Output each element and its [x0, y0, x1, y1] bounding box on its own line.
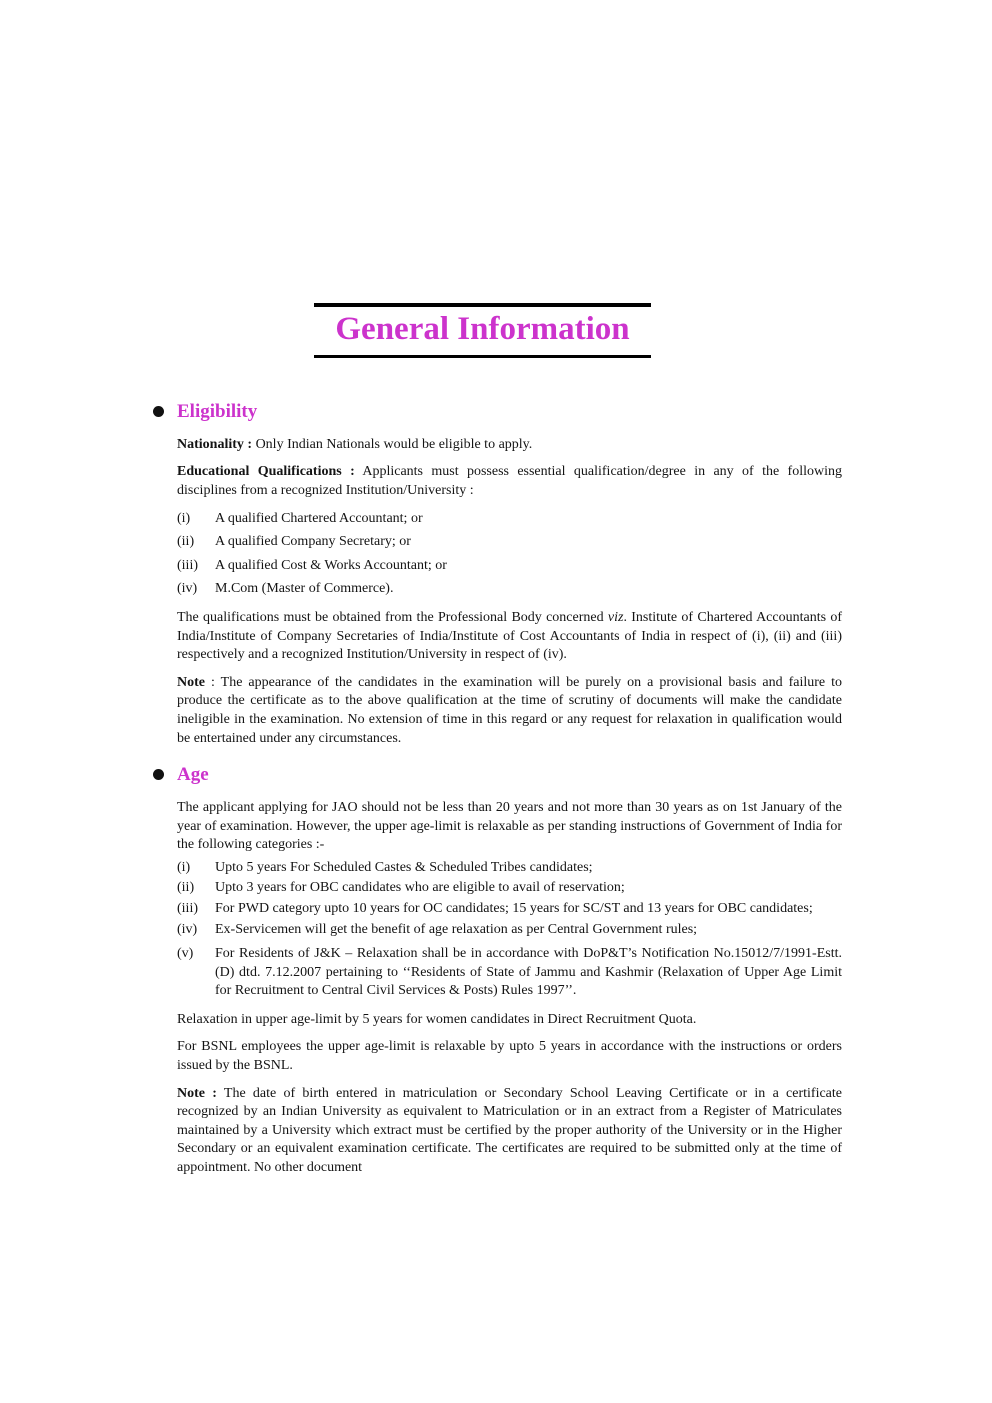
- list-item: [177, 557, 842, 576]
- note-text: The date of birth entered in matriculation or Secondary School Leaving Certificate or in a certificate recognized by an Indian University as equivalent to Matriculation or in an extract from a Register of Matriculates maintained by a University which extract must be certified by the proper authority of the University or in the Higher Secondary or an equivalent examination certificate. The certificates are required to be submitted only at the time of appointment. No other document: [177, 1085, 842, 1176]
- qualifications-text: Applicants must possess essential qualification/degree in any of the following disciplines from a recognized Institution/University :: [177, 464, 842, 498]
- section-eligibility: [177, 401, 842, 748]
- document-content: [177, 0, 842, 1187]
- age-relaxation-list: [177, 859, 842, 1001]
- qualifications-source-paragraph: [177, 609, 842, 665]
- section-heading-age: [177, 764, 842, 786]
- list-item: [177, 900, 842, 919]
- list-marker: (iii): [177, 557, 198, 573]
- nationality-text: Only Indian Nationals would be eligible to apply.: [252, 436, 533, 452]
- list-item-text: Upto 3 years for OBC candidates who are eligible to avail of reservation;: [215, 880, 625, 896]
- list-marker: (iv): [177, 581, 198, 597]
- nationality-label: Nationality :: [177, 436, 253, 452]
- list-marker: (v): [177, 946, 194, 962]
- list-item: [177, 945, 842, 1001]
- list-item-text: For Residents of J&K – Relaxation shall be in accordance with DoP&T’s Notification No.15012/7/1991-Estt.(D) dtd. 7.12.2007 pertaining to ‘‘Residents of State of Jammu and Kashmir (Relaxation of Upper Age Limit for Recruitment to Central Civil Services & Posts) Rules 1997’’.: [215, 946, 842, 999]
- eligibility-note-paragraph: [177, 674, 842, 748]
- list-item: [177, 921, 842, 940]
- list-item: [177, 533, 842, 552]
- qualifications-label: Educational Qualifications :: [177, 464, 355, 480]
- page-title: General Information: [335, 311, 630, 347]
- eligibility-heading-text: Eligibility: [177, 400, 258, 422]
- women-relaxation-paragraph: Relaxation in upper age-limit by 5 years for women candidates in Direct Recruitment Quota.: [177, 1011, 697, 1027]
- age-note-paragraph: [177, 1085, 842, 1178]
- source-text-pre: The qualifications must be obtained from the Professional Body concerned: [177, 609, 608, 625]
- section-heading-eligibility: [177, 401, 842, 423]
- list-item: [177, 510, 842, 529]
- list-item-text: M.Com (Master of Commerce).: [215, 581, 394, 597]
- list-item: [177, 580, 842, 599]
- list-item: [177, 859, 842, 878]
- section-age: [177, 764, 842, 1178]
- list-item-text: A qualified Company Secretary; or: [215, 534, 411, 550]
- list-marker: (ii): [177, 880, 195, 896]
- age-heading-text: Age: [177, 764, 209, 786]
- note-label: Note :: [177, 1085, 217, 1101]
- source-text-post: . Institute of Chartered Accountants of India/Institute of Company Secretaries of India/Institute of Cost Accountants of India in respect of (i), (ii) and (iii) respectively and a recognized Institution/University in respect of (iv).: [177, 609, 842, 663]
- list-item-text: Ex-Servicemen will get the benefit of age relaxation as per Central Government rules;: [215, 921, 698, 937]
- page-title-block: [314, 303, 651, 358]
- nationality-paragraph: [177, 436, 842, 455]
- source-text-italic: viz: [607, 609, 624, 625]
- list-item-text: Upto 5 years For Scheduled Castes & Scheduled Tribes candidates;: [215, 859, 593, 875]
- list-item-text: For PWD category upto 10 years for OC candidates; 15 years for SC/ST and 13 years for OBC candidates;: [215, 900, 813, 916]
- note-label: Note: [177, 674, 205, 690]
- qualifications-list: [177, 510, 842, 599]
- list-marker: (iv): [177, 921, 198, 937]
- bullet-icon: [153, 769, 164, 780]
- list-marker: (i): [177, 859, 191, 875]
- list-marker: (ii): [177, 534, 195, 550]
- list-marker: (i): [177, 510, 191, 526]
- list-item-text: A qualified Cost & Works Accountant; or: [215, 557, 447, 573]
- bullet-icon: [153, 406, 164, 417]
- list-item: [177, 879, 842, 898]
- qualifications-paragraph: [177, 463, 842, 500]
- age-intro-paragraph: The applicant applying for JAO should not be less than 20 years and not more than 30 years as on 1st January of the year of examination. However, the upper age-limit is relaxable as per standing instructions of Government of India for the following categories :-: [177, 799, 842, 853]
- list-marker: (iii): [177, 900, 198, 916]
- bsnl-relaxation-paragraph: For BSNL employees the upper age-limit is relaxable by upto 5 years in accordance with the instructions or orders issued by the BSNL.: [177, 1039, 842, 1074]
- note-text: : The appearance of the candidates in the examination will be purely on a provisional basis and failure to produce the certificate as to the above qualification at the time of scrutiny of documents will make the candidate ineligible in the examination. No extension of time in this regard or any request for relaxation in qualification would be entertained under any circumstances.: [177, 674, 842, 746]
- list-item-text: A qualified Chartered Accountant; or: [215, 510, 423, 526]
